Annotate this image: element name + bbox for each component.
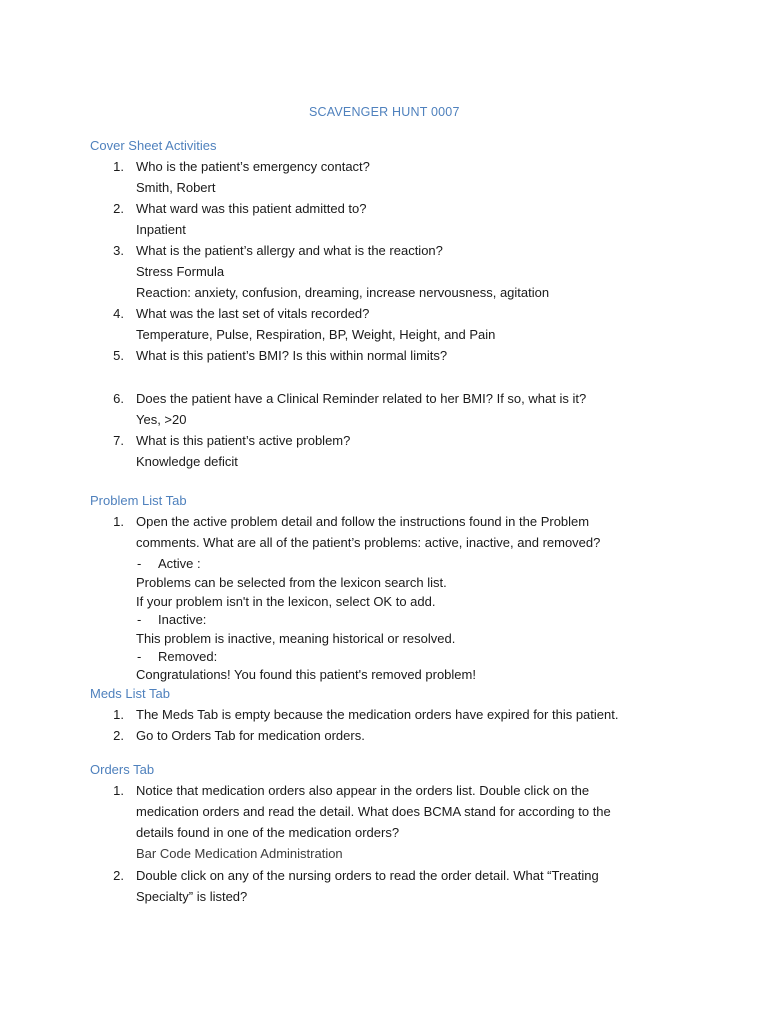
list-number: 6. <box>113 391 124 406</box>
question-text: What ward was this patient admitted to? <box>136 201 367 216</box>
problem-label-removed: Removed: <box>158 649 218 664</box>
question-text: Open the active problem detail and follow the instructions found in the Problem <box>136 514 590 529</box>
answer-text: Reaction: anxiety, confusion, dreaming, increase nervousness, agitation <box>136 285 550 300</box>
list-number: 1. <box>113 159 124 174</box>
answer-text: Congratulations! You found this patient's removed problem! <box>136 667 476 682</box>
list-number: 1. <box>113 514 124 529</box>
list-number: 2. <box>113 201 124 216</box>
question-text: What is this patient’s BMI? Is this within normal limits? <box>136 348 448 363</box>
list-number: 1. <box>113 707 124 722</box>
answer-text: This problem is inactive, meaning historical or resolved. <box>136 631 456 646</box>
question-text: Double click on any of the nursing orders to read the order detail. What “Treating <box>136 868 599 883</box>
problem-label-active: Active : <box>158 556 201 571</box>
section-heading-orders: Orders Tab <box>90 762 155 777</box>
list-number: 4. <box>113 306 124 321</box>
list-number: 2. <box>113 728 124 743</box>
question-text: What was the last set of vitals recorded? <box>136 306 370 321</box>
document-title: SCAVENGER HUNT 0007 <box>309 105 460 119</box>
list-number: 1. <box>113 783 124 798</box>
dash-bullet: - <box>137 556 142 571</box>
answer-text: Problems can be selected from the lexicon search list. <box>136 575 447 590</box>
question-text: What is the patient’s allergy and what is the reaction? <box>136 243 443 258</box>
dash-bullet: - <box>137 612 142 627</box>
section-heading-problem-list: Problem List Tab <box>90 493 187 508</box>
answer-text: Yes, >20 <box>136 412 187 427</box>
list-item-text: The Meds Tab is empty because the medication orders have expired for this patient. <box>136 707 619 722</box>
problem-label-inactive: Inactive: <box>158 612 207 627</box>
question-text: Who is the patient’s emergency contact? <box>136 159 370 174</box>
question-text: details found in one of the medication orders? <box>136 825 400 840</box>
question-text: Specialty” is listed? <box>136 889 248 904</box>
list-number: 5. <box>113 348 124 363</box>
dash-bullet: - <box>137 649 142 664</box>
answer-text: Stress Formula <box>136 264 225 279</box>
answer-text: Inpatient <box>136 222 186 237</box>
list-number: 3. <box>113 243 124 258</box>
question-text: Does the patient have a Clinical Reminder related to her BMI? If so, what is it? <box>136 391 587 406</box>
answer-text: Knowledge deficit <box>136 454 238 469</box>
question-text: medication orders and read the detail. What does BCMA stand for according to the <box>136 804 611 819</box>
answer-text: Bar Code Medication Administration <box>136 846 343 861</box>
section-heading-meds-list: Meds List Tab <box>90 686 170 701</box>
question-text: comments. What are all of the patient’s problems: active, inactive, and removed? <box>136 535 601 550</box>
answer-text: Temperature, Pulse, Respiration, BP, Weight, Height, and Pain <box>136 327 496 342</box>
answer-text: Smith, Robert <box>136 180 216 195</box>
question-text: What is this patient’s active problem? <box>136 433 351 448</box>
list-number: 2. <box>113 868 124 883</box>
list-item-text: Go to Orders Tab for medication orders. <box>136 728 365 743</box>
question-text: Notice that medication orders also appear in the orders list. Double click on the <box>136 783 590 798</box>
list-number: 7. <box>113 433 124 448</box>
answer-text: If your problem isn't in the lexicon, select OK to add. <box>136 594 436 609</box>
section-heading-cover-sheet: Cover Sheet Activities <box>90 138 217 153</box>
